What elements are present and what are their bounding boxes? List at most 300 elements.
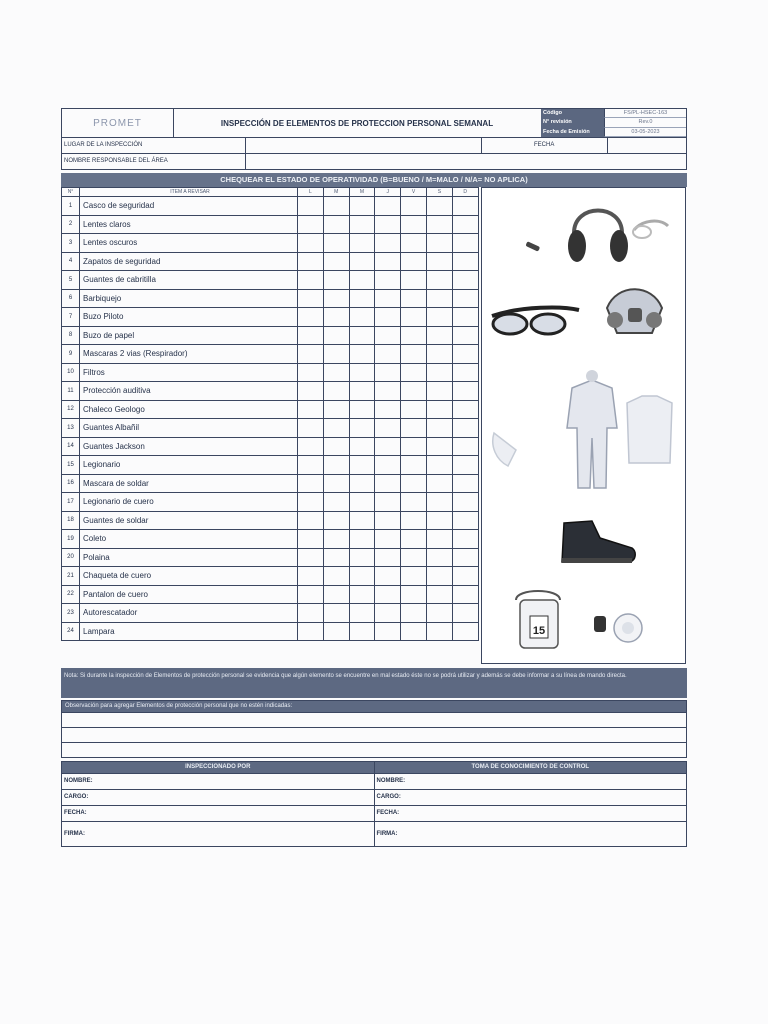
item-name: Guantes Albañil	[80, 419, 298, 438]
status-cell[interactable]	[375, 604, 401, 623]
table-row	[62, 289, 479, 308]
status-cell[interactable]	[375, 567, 401, 586]
col-item-header: ITEM A REVISAR	[80, 188, 298, 197]
item-name: Buzo de papel	[80, 326, 298, 345]
status-cell[interactable]	[323, 622, 349, 641]
status-cell[interactable]	[401, 511, 427, 530]
self-rescuer-badge: 15	[532, 625, 546, 637]
status-cell[interactable]	[452, 289, 478, 308]
status-cell[interactable]	[349, 197, 375, 216]
item-name: Polaina	[80, 548, 298, 567]
status-cell[interactable]	[401, 215, 427, 234]
status-cell[interactable]	[426, 363, 452, 382]
status-cell[interactable]	[401, 567, 427, 586]
status-cell[interactable]	[452, 382, 478, 401]
ppe-illustrations	[481, 187, 686, 664]
status-cell[interactable]	[426, 289, 452, 308]
status-cell[interactable]	[349, 474, 375, 493]
status-cell[interactable]	[426, 252, 452, 271]
status-cell[interactable]	[298, 197, 324, 216]
status-cell[interactable]	[452, 197, 478, 216]
status-cell[interactable]	[298, 585, 324, 604]
status-cell[interactable]	[323, 548, 349, 567]
table-row	[62, 456, 479, 475]
status-cell[interactable]	[298, 530, 324, 549]
status-cell[interactable]	[298, 345, 324, 364]
item-name: Filtros	[80, 363, 298, 382]
status-cell[interactable]	[375, 234, 401, 253]
item-number: 21	[62, 567, 80, 586]
document-meta	[541, 109, 686, 137]
status-cell[interactable]	[426, 400, 452, 419]
observation-line[interactable]	[62, 742, 686, 757]
item-number: 8	[62, 326, 80, 345]
observation-line[interactable]	[62, 727, 686, 742]
status-cell[interactable]	[401, 252, 427, 271]
status-cell[interactable]	[401, 308, 427, 327]
status-cell[interactable]	[298, 456, 324, 475]
gloves-icon	[493, 433, 516, 466]
observation-line[interactable]	[62, 712, 686, 727]
table-row	[62, 604, 479, 623]
status-cell[interactable]	[349, 215, 375, 234]
item-number: 11	[62, 382, 80, 401]
status-cell[interactable]	[349, 308, 375, 327]
controller-signature-field[interactable]: FIRMA:	[375, 821, 687, 846]
status-cell[interactable]	[452, 363, 478, 382]
status-cell[interactable]	[375, 308, 401, 327]
responsible-field[interactable]	[246, 154, 686, 169]
table-row	[62, 530, 479, 549]
status-instructions: CHEQUEAR EL ESTADO DE OPERATIVIDAD (B=BUENO / M=MALO / N/A= NO APLICA)	[61, 173, 687, 187]
status-cell[interactable]	[349, 363, 375, 382]
table-row	[62, 363, 479, 382]
table-row	[62, 308, 479, 327]
status-cell[interactable]	[349, 511, 375, 530]
status-cell[interactable]	[426, 419, 452, 438]
status-cell[interactable]	[401, 585, 427, 604]
item-number: 12	[62, 400, 80, 419]
status-cell[interactable]	[349, 604, 375, 623]
status-cell[interactable]	[375, 252, 401, 271]
status-cell[interactable]	[349, 419, 375, 438]
item-number: 10	[62, 363, 80, 382]
status-cell[interactable]	[452, 271, 478, 290]
status-cell[interactable]	[349, 289, 375, 308]
status-cell[interactable]	[349, 437, 375, 456]
status-cell[interactable]	[401, 474, 427, 493]
item-number: 1	[62, 197, 80, 216]
ear-muffs-icon	[568, 211, 628, 263]
controller-role-field[interactable]: CARGO:	[375, 789, 687, 805]
status-cell[interactable]	[298, 215, 324, 234]
status-cell[interactable]	[349, 585, 375, 604]
status-cell[interactable]	[452, 548, 478, 567]
inspection-info	[61, 138, 687, 170]
table-row	[62, 234, 479, 253]
status-cell[interactable]	[426, 345, 452, 364]
place-label: LUGAR DE LA INSPECCIÓN	[62, 138, 246, 153]
item-number: 19	[62, 530, 80, 549]
observations-label: Observación para agregar Elementos de protección personal que no estén indicadas:	[62, 701, 686, 712]
status-cell[interactable]	[349, 234, 375, 253]
place-field[interactable]	[246, 138, 482, 153]
status-cell[interactable]	[452, 400, 478, 419]
status-cell[interactable]	[298, 271, 324, 290]
table-row	[62, 271, 479, 290]
item-number: 15	[62, 456, 80, 475]
item-name: Mascaras 2 vias (Respirador)	[80, 345, 298, 364]
status-cell[interactable]	[375, 622, 401, 641]
status-cell[interactable]	[452, 567, 478, 586]
inspector-name-field[interactable]: NOMBRE:	[62, 773, 374, 789]
status-cell[interactable]	[401, 493, 427, 512]
status-cell[interactable]	[375, 419, 401, 438]
status-cell[interactable]	[298, 604, 324, 623]
item-name: Legionario de cuero	[80, 493, 298, 512]
usage-note: Nota: Si durante la inspección de Elementos de protección personal se evidencia que algún elemento se encuentre en mal estado éste no se podrá utilizar y además se debe informar a su línea de mando directa.	[61, 668, 687, 698]
status-cell[interactable]	[298, 474, 324, 493]
table-row	[62, 400, 479, 419]
info-row	[62, 138, 686, 153]
checklist-area	[61, 187, 687, 665]
status-cell[interactable]	[375, 289, 401, 308]
status-cell[interactable]	[426, 326, 452, 345]
status-cell[interactable]	[349, 400, 375, 419]
item-name: Barbiquejo	[80, 289, 298, 308]
status-cell[interactable]	[452, 326, 478, 345]
status-cell[interactable]	[375, 530, 401, 549]
status-cell[interactable]	[452, 215, 478, 234]
status-cell[interactable]	[452, 345, 478, 364]
item-name: Chaqueta de cuero	[80, 567, 298, 586]
status-cell[interactable]	[401, 197, 427, 216]
status-cell[interactable]	[426, 474, 452, 493]
item-number: 17	[62, 493, 80, 512]
status-cell[interactable]	[349, 530, 375, 549]
status-cell[interactable]	[375, 197, 401, 216]
safety-boot-icon	[562, 521, 635, 563]
safety-vest-icon	[627, 396, 672, 463]
respirator-icon	[607, 289, 662, 333]
inspector-signature-field[interactable]: FIRMA:	[62, 821, 374, 846]
status-cell[interactable]	[426, 197, 452, 216]
status-cell[interactable]	[375, 400, 401, 419]
status-cell[interactable]	[349, 252, 375, 271]
meta-value: 03-05-2023	[604, 128, 686, 137]
status-cell[interactable]	[298, 252, 324, 271]
status-cell[interactable]	[452, 419, 478, 438]
status-cell[interactable]	[298, 400, 324, 419]
status-cell[interactable]	[401, 456, 427, 475]
status-cell[interactable]	[349, 345, 375, 364]
item-number: 13	[62, 419, 80, 438]
status-cell[interactable]	[452, 622, 478, 641]
item-name: Lampara	[80, 622, 298, 641]
status-cell[interactable]	[323, 345, 349, 364]
item-number: 7	[62, 308, 80, 327]
control-title: TOMA DE CONOCIMIENTO DE CONTROL	[375, 762, 687, 773]
status-cell[interactable]	[452, 252, 478, 271]
item-name: Chaleco Geologo	[80, 400, 298, 419]
meta-label: N° revisión	[541, 118, 604, 127]
status-cell[interactable]	[401, 604, 427, 623]
status-cell[interactable]	[298, 511, 324, 530]
day-header: J	[375, 188, 401, 197]
inspected-by-title: INSPECCIONADO POR	[62, 762, 374, 773]
status-cell[interactable]	[426, 548, 452, 567]
table-row	[62, 326, 479, 345]
status-cell[interactable]	[452, 511, 478, 530]
day-header: M	[349, 188, 375, 197]
status-cell[interactable]	[426, 271, 452, 290]
item-name: Protección auditiva	[80, 382, 298, 401]
inspector-date-field[interactable]: FECHA:	[62, 805, 374, 821]
status-cell[interactable]	[349, 271, 375, 290]
table-row	[62, 437, 479, 456]
status-cell[interactable]	[401, 530, 427, 549]
table-row	[62, 382, 479, 401]
status-cell[interactable]	[323, 585, 349, 604]
status-cell[interactable]	[323, 567, 349, 586]
status-cell[interactable]	[452, 585, 478, 604]
status-cell[interactable]	[298, 363, 324, 382]
status-cell[interactable]	[375, 493, 401, 512]
company-logo: PROMET	[62, 109, 174, 137]
table-row	[62, 474, 479, 493]
status-cell[interactable]	[426, 585, 452, 604]
item-name: Buzo Piloto	[80, 308, 298, 327]
earplug-icon	[525, 241, 540, 251]
status-cell[interactable]	[401, 289, 427, 308]
status-cell[interactable]	[375, 585, 401, 604]
table-row	[62, 511, 479, 530]
item-name: Autorescatador	[80, 604, 298, 623]
control-acknowledgement	[374, 762, 687, 846]
status-cell[interactable]	[323, 197, 349, 216]
status-cell[interactable]	[401, 548, 427, 567]
item-name: Casco de seguridad	[80, 197, 298, 216]
meta-row	[541, 128, 686, 137]
status-cell[interactable]	[375, 548, 401, 567]
status-cell[interactable]	[298, 567, 324, 586]
meta-row	[541, 118, 686, 127]
inspector-role-field[interactable]: CARGO:	[62, 789, 374, 805]
status-cell[interactable]	[349, 567, 375, 586]
status-cell[interactable]	[401, 622, 427, 641]
meta-row	[541, 109, 686, 118]
status-cell[interactable]	[323, 604, 349, 623]
status-cell[interactable]	[426, 234, 452, 253]
item-name: Zapatos de seguridad	[80, 252, 298, 271]
inspected-by	[62, 762, 374, 846]
status-cell[interactable]	[349, 382, 375, 401]
status-cell[interactable]	[426, 493, 452, 512]
day-header: M	[323, 188, 349, 197]
responsible-label: NOMBRE RESPONSABLE DEL ÁREA	[62, 154, 246, 169]
status-cell[interactable]	[323, 400, 349, 419]
status-cell[interactable]	[323, 326, 349, 345]
status-cell[interactable]	[349, 493, 375, 512]
status-cell[interactable]	[323, 215, 349, 234]
date-label: FECHA	[482, 138, 608, 153]
status-cell[interactable]	[401, 234, 427, 253]
form-title: INSPECCIÓN DE ELEMENTOS DE PROTECCION PERSONAL SEMANAL	[173, 109, 542, 137]
status-cell[interactable]	[452, 604, 478, 623]
status-cell[interactable]	[375, 326, 401, 345]
status-cell[interactable]	[323, 437, 349, 456]
status-cell[interactable]	[298, 326, 324, 345]
status-cell[interactable]	[401, 271, 427, 290]
table-row	[62, 345, 479, 364]
col-number-header: N°	[62, 188, 80, 197]
clear-glasses-icon	[633, 221, 668, 238]
date-field[interactable]	[608, 138, 686, 153]
item-number: 22	[62, 585, 80, 604]
observations-section	[61, 700, 687, 758]
item-name: Lentes oscuros	[80, 234, 298, 253]
status-cell[interactable]	[401, 419, 427, 438]
status-cell[interactable]	[375, 345, 401, 364]
status-cell[interactable]	[349, 548, 375, 567]
cap-lamp-icon	[594, 614, 642, 642]
self-rescuer-icon	[516, 591, 560, 648]
item-number: 2	[62, 215, 80, 234]
item-name: Guantes Jackson	[80, 437, 298, 456]
status-cell[interactable]	[323, 511, 349, 530]
status-cell[interactable]	[452, 456, 478, 475]
status-cell[interactable]	[452, 530, 478, 549]
status-cell[interactable]	[298, 308, 324, 327]
status-cell[interactable]	[323, 271, 349, 290]
status-cell[interactable]	[298, 493, 324, 512]
status-cell[interactable]	[323, 252, 349, 271]
coverall-icon	[567, 370, 617, 488]
status-cell[interactable]	[375, 215, 401, 234]
status-cell[interactable]	[298, 419, 324, 438]
status-cell[interactable]	[426, 308, 452, 327]
table-row	[62, 548, 479, 567]
item-number: 14	[62, 437, 80, 456]
signature-section	[61, 761, 687, 847]
status-cell[interactable]	[298, 234, 324, 253]
status-cell[interactable]	[401, 400, 427, 419]
item-number: 3	[62, 234, 80, 253]
status-cell[interactable]	[426, 604, 452, 623]
item-name: Coleto	[80, 530, 298, 549]
status-cell[interactable]	[452, 234, 478, 253]
status-cell[interactable]	[401, 382, 427, 401]
status-cell[interactable]	[426, 456, 452, 475]
day-header: D	[452, 188, 478, 197]
table-row	[62, 622, 479, 641]
item-name: Guantes de soldar	[80, 511, 298, 530]
status-cell[interactable]	[426, 382, 452, 401]
table-row	[62, 419, 479, 438]
status-cell[interactable]	[298, 289, 324, 308]
status-cell[interactable]	[401, 326, 427, 345]
day-header: S	[426, 188, 452, 197]
status-cell[interactable]	[452, 308, 478, 327]
status-cell[interactable]	[401, 363, 427, 382]
status-cell[interactable]	[401, 345, 427, 364]
item-number: 23	[62, 604, 80, 623]
status-cell[interactable]	[323, 456, 349, 475]
table-row	[62, 493, 479, 512]
item-name: Pantalon de cuero	[80, 585, 298, 604]
status-cell[interactable]	[375, 271, 401, 290]
item-number: 18	[62, 511, 80, 530]
status-cell[interactable]	[349, 326, 375, 345]
meta-value: Rev.0	[604, 118, 686, 127]
status-cell[interactable]	[298, 622, 324, 641]
controller-name-field[interactable]: NOMBRE:	[375, 773, 687, 789]
table-row	[62, 585, 479, 604]
status-cell[interactable]	[426, 437, 452, 456]
table-header-row	[62, 188, 479, 197]
status-cell[interactable]	[426, 622, 452, 641]
status-cell[interactable]	[323, 382, 349, 401]
status-cell[interactable]	[452, 493, 478, 512]
form-header	[61, 108, 687, 138]
item-number: 9	[62, 345, 80, 364]
status-cell[interactable]	[323, 419, 349, 438]
status-cell[interactable]	[426, 530, 452, 549]
meta-value: FS/PL-HSEC-163	[604, 109, 686, 118]
table-row	[62, 197, 479, 216]
item-name: Lentes claros	[80, 215, 298, 234]
status-cell[interactable]	[298, 382, 324, 401]
status-cell[interactable]	[452, 437, 478, 456]
status-cell[interactable]	[323, 234, 349, 253]
status-cell[interactable]	[323, 363, 349, 382]
status-cell[interactable]	[298, 548, 324, 567]
status-cell[interactable]	[323, 474, 349, 493]
item-number: 6	[62, 289, 80, 308]
status-cell[interactable]	[375, 474, 401, 493]
status-cell[interactable]	[349, 622, 375, 641]
status-cell[interactable]	[375, 437, 401, 456]
status-cell[interactable]	[323, 493, 349, 512]
status-cell[interactable]	[349, 456, 375, 475]
meta-label: Fecha de Emisión	[541, 128, 604, 137]
item-number: 24	[62, 622, 80, 641]
status-cell[interactable]	[298, 437, 324, 456]
item-number: 5	[62, 271, 80, 290]
item-name: Legionario	[80, 456, 298, 475]
status-cell[interactable]	[323, 308, 349, 327]
meta-label: Código	[541, 109, 604, 118]
status-cell[interactable]	[323, 289, 349, 308]
status-cell[interactable]	[375, 511, 401, 530]
item-number: 16	[62, 474, 80, 493]
status-cell[interactable]	[426, 215, 452, 234]
item-name: Guantes de cabritilla	[80, 271, 298, 290]
status-cell[interactable]	[375, 363, 401, 382]
safety-goggles-icon	[492, 308, 579, 334]
status-cell[interactable]	[426, 567, 452, 586]
item-name: Mascara de soldar	[80, 474, 298, 493]
status-cell[interactable]	[323, 530, 349, 549]
controller-date-field[interactable]: FECHA:	[375, 805, 687, 821]
status-cell[interactable]	[401, 437, 427, 456]
status-cell[interactable]	[375, 456, 401, 475]
item-number: 20	[62, 548, 80, 567]
status-cell[interactable]	[452, 474, 478, 493]
status-cell[interactable]	[426, 511, 452, 530]
table-row	[62, 215, 479, 234]
status-cell[interactable]	[375, 382, 401, 401]
